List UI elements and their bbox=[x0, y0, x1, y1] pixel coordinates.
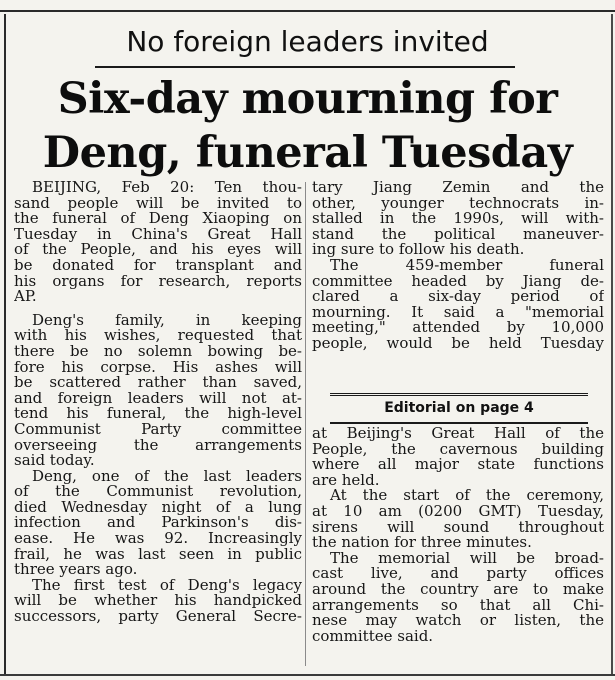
text-line: will be whether his handpicked bbox=[14, 593, 302, 610]
top-border-rule bbox=[0, 10, 615, 12]
text-line: the nation for three minutes. bbox=[312, 535, 532, 551]
text-line: AP. bbox=[14, 289, 37, 305]
text-line: with his wishes, requested that bbox=[14, 328, 302, 344]
main-headline bbox=[0, 72, 615, 180]
column-divider bbox=[305, 182, 306, 666]
bottom-border-rule bbox=[0, 674, 615, 676]
text-line: and foreign leaders will not at- bbox=[14, 390, 302, 407]
article-column-3 bbox=[312, 426, 604, 644]
text-line: The 459-member funeral bbox=[330, 257, 604, 274]
text-line: tend his funeral, the high-level bbox=[14, 406, 302, 422]
text-line: At the start of the ceremony, bbox=[330, 488, 604, 504]
text-line: said today. bbox=[14, 453, 95, 469]
text-line: nese may watch or listen, the bbox=[312, 613, 604, 629]
text-line: be donated for transplant and bbox=[14, 257, 302, 274]
text-line: cast live, and party offices bbox=[312, 566, 604, 582]
text-line: arrangements so that all Chi- bbox=[312, 597, 604, 614]
text-line: The memorial will be broad- bbox=[330, 550, 604, 567]
text-line: the funeral of Deng Xiaoping on bbox=[14, 211, 302, 227]
text-line: around the country are to make bbox=[312, 581, 604, 598]
text-line: tary Jiang Zemin and the bbox=[312, 180, 604, 196]
text-line: committee headed by Jiang de- bbox=[312, 273, 604, 290]
text-line: Communist Party committee bbox=[14, 421, 302, 438]
text-line: are held. bbox=[312, 472, 380, 489]
text-line: Deng, one of the last leaders bbox=[32, 468, 302, 485]
text-line: at 10 am (0200 GMT) Tuesday, bbox=[312, 503, 604, 520]
text-line: overseeing the arrangements bbox=[14, 437, 302, 454]
text-line: there be no solemn bowing be- bbox=[14, 343, 302, 360]
kicker-headline: No foreign leaders invited bbox=[126, 25, 489, 58]
text-line: of the Communist revolution, bbox=[14, 484, 302, 500]
text-line: The first test of Deng's legacy bbox=[32, 577, 302, 594]
text-line: be scattered rather than saved, bbox=[14, 375, 302, 391]
text-line: meeting," attended by 10,000 bbox=[312, 320, 604, 336]
text-line: committee said. bbox=[312, 628, 434, 645]
text-line: of the People, and his eyes will bbox=[14, 242, 302, 258]
headline-line-2: Deng, funeral Tuesday bbox=[42, 128, 573, 178]
text-line: people, would be held Tuesday bbox=[312, 335, 604, 352]
text-line: stalled in the 1990s, will with- bbox=[312, 211, 604, 227]
article-column-2 bbox=[312, 180, 604, 352]
article-column-1 bbox=[14, 180, 302, 625]
text-line: other, younger technocrats in- bbox=[312, 195, 604, 212]
text-line: BEIJING, Feb 20: Ten thou- bbox=[32, 180, 302, 196]
text-line: People, the cavernous building bbox=[312, 441, 604, 458]
text-line: fore his corpse. His ashes will bbox=[14, 359, 302, 376]
text-line: his organs for research, reports bbox=[14, 273, 302, 290]
text-line: stand the political maneuver- bbox=[312, 226, 604, 243]
text-line: sand people will be invited to bbox=[14, 195, 302, 212]
text-line: where all major state functions bbox=[312, 457, 604, 473]
text-line: ing sure to follow his death. bbox=[312, 242, 525, 258]
headline-line-1: Six-day mourning for bbox=[57, 74, 558, 124]
text-line: frail, he was last seen in public bbox=[14, 546, 302, 563]
text-line: infection and Parkinson's dis- bbox=[14, 515, 302, 532]
text-line: at Beijing's Great Hall of the bbox=[312, 426, 604, 442]
text-line: clared a six-day period of bbox=[312, 289, 604, 305]
text-line: three years ago. bbox=[14, 562, 138, 578]
editorial-reference-text: Editorial on page 4 bbox=[384, 400, 534, 416]
text-line: ease. He was 92. Increasingly bbox=[14, 531, 302, 547]
text-line: Tuesday in China's Great Hall bbox=[14, 226, 302, 243]
editorial-reference-box bbox=[330, 393, 588, 424]
text-line: Deng's family, in keeping bbox=[32, 312, 302, 329]
text-line: died Wednesday night of a lung bbox=[14, 499, 302, 516]
text-line: successors, party General Secre- bbox=[14, 609, 302, 625]
text-line: mourning. It said a "memorial bbox=[312, 304, 604, 321]
text-line: sirens will sound throughout bbox=[312, 519, 604, 536]
kicker-underline bbox=[95, 66, 515, 68]
cropped-masthead-strip bbox=[0, 0, 615, 12]
